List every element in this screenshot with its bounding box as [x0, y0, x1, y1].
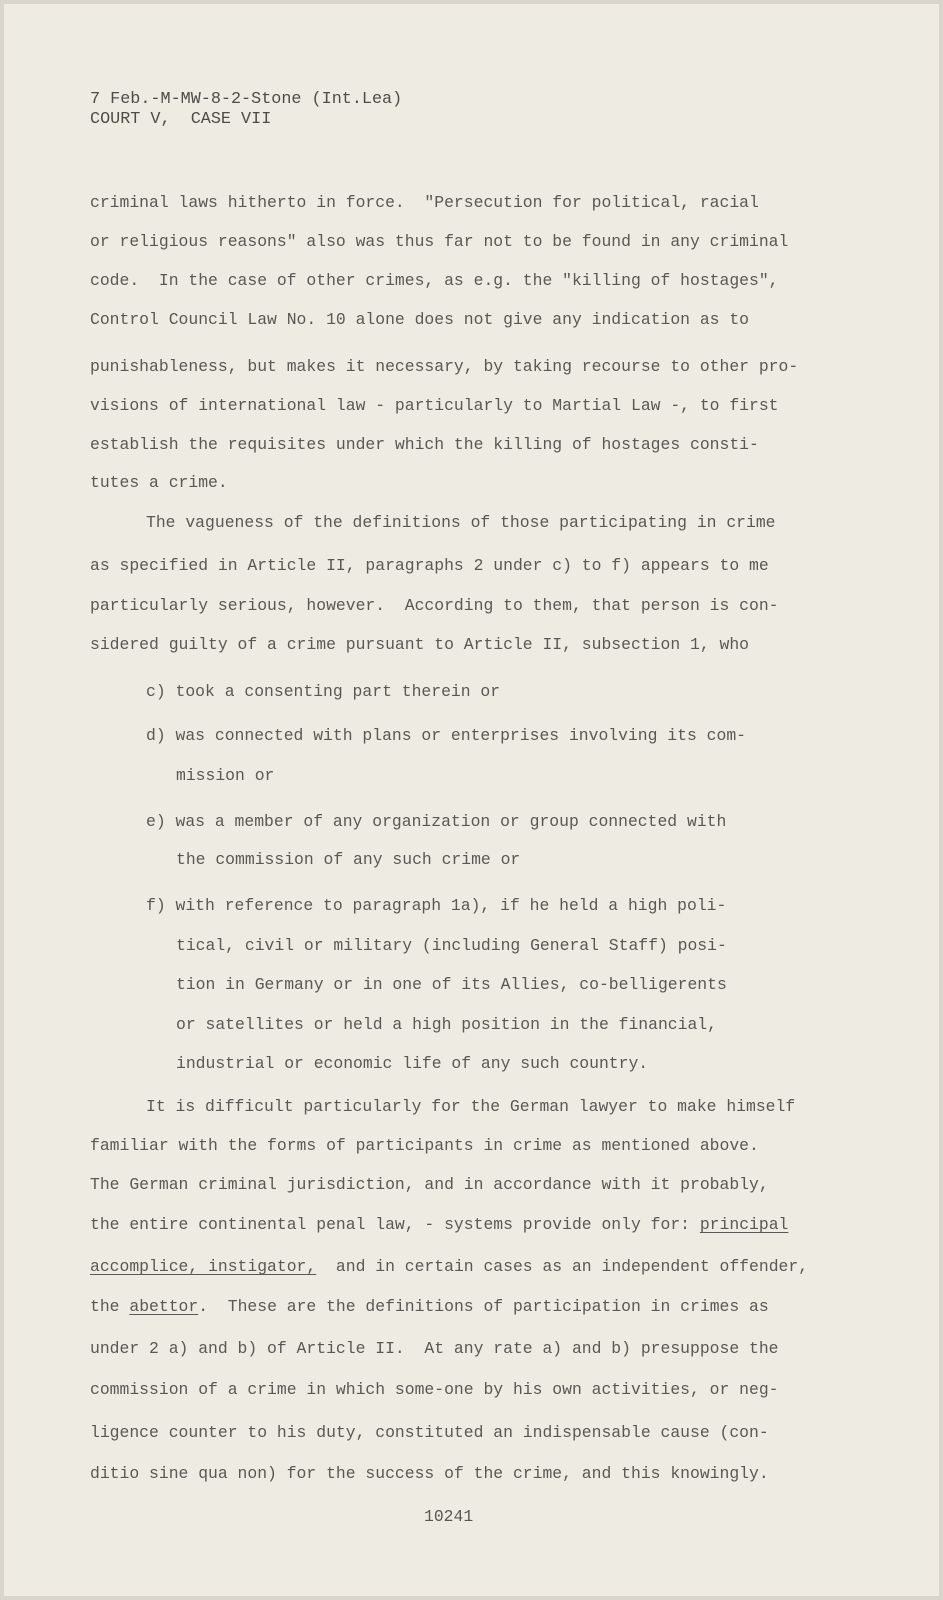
underlined-term: principal	[699, 1215, 789, 1234]
text-line: establish the requisites under which the killing of hostages consti-	[90, 435, 759, 454]
text-line: punishableness, but makes it necessary, by taking recourse to other pro-	[90, 357, 799, 376]
list-item-e: e) was a member of any organization or group connected with	[146, 812, 727, 831]
list-item-c: c) took a consenting part therein or	[146, 682, 501, 701]
list-item-d: d) was connected with plans or enterprises involving its com-	[146, 726, 746, 745]
text-line: the commission of any such crime or	[176, 850, 521, 869]
underlined-term: abettor	[129, 1297, 199, 1316]
text-line: ligence counter to his duty, constituted an indispensable cause (con-	[90, 1423, 769, 1442]
text-line: industrial or economic life of any such country.	[176, 1054, 649, 1073]
text-line: or satellites or held a high position in the financial,	[176, 1015, 717, 1034]
text-line: The German criminal jurisdiction, and in accordance with it probably,	[90, 1175, 769, 1194]
text-line: tical, civil or military (including General Staff) posi-	[176, 936, 727, 955]
text-line	[90, 1215, 788, 1235]
text-line: or religious reasons" also was thus far not to be found in any criminal	[90, 232, 789, 251]
text-line: It is difficult particularly for the German lawyer to make himself	[146, 1097, 796, 1116]
text-line: tutes a crime.	[90, 473, 228, 492]
text-line	[90, 1297, 769, 1317]
text-line: visions of international law - particularly to Martial Law -, to first	[90, 396, 779, 415]
list-item-f: f) with reference to paragraph 1a), if he held a high poli-	[146, 896, 727, 915]
text-line	[90, 1257, 808, 1277]
text-line: The vagueness of the definitions of those participating in crime	[146, 513, 776, 532]
text-line: commission of a crime in which some-one by his own activities, or neg-	[90, 1380, 779, 1399]
text-line: mission or	[176, 766, 275, 785]
text-segment: the entire continental penal law, - systems provide only for:	[90, 1215, 700, 1234]
text-segment: . These are the definitions of participation in crimes as	[198, 1297, 769, 1316]
text-line: familiar with the forms of participants in crime as mentioned above.	[90, 1136, 759, 1155]
text-line: ditio sine qua non) for the success of the crime, and this knowingly.	[90, 1464, 769, 1483]
text-line: Control Council Law No. 10 alone does not give any indication as to	[90, 310, 750, 329]
underlined-term: accomplice, instigator,	[90, 1257, 317, 1276]
document-page	[4, 4, 939, 1596]
header-court-case: COURT V, CASE VII	[90, 110, 272, 129]
text-line: as specified in Article II, paragraphs 2 under c) to f) appears to me	[90, 556, 769, 575]
text-segment: the	[90, 1297, 130, 1316]
page-number: 10241	[424, 1507, 474, 1526]
text-line: code. In the case of other crimes, as e.g. the "killing of hostages",	[90, 271, 779, 290]
header-reference: 7 Feb.-M-MW-8-2-Stone (Int.Lea)	[90, 90, 403, 109]
text-line: under 2 a) and b) of Article II. At any rate a) and b) presuppose the	[90, 1339, 779, 1358]
text-line: particularly serious, however. According to them, that person is con-	[90, 596, 779, 615]
text-line: sidered guilty of a crime pursuant to Article II, subsection 1, who	[90, 635, 750, 654]
text-line: tion in Germany or in one of its Allies, co-belligerents	[176, 975, 727, 994]
text-segment: and in certain cases as an independent offender,	[316, 1257, 809, 1276]
text-line: criminal laws hitherto in force. "Persecution for political, racial	[90, 193, 759, 212]
